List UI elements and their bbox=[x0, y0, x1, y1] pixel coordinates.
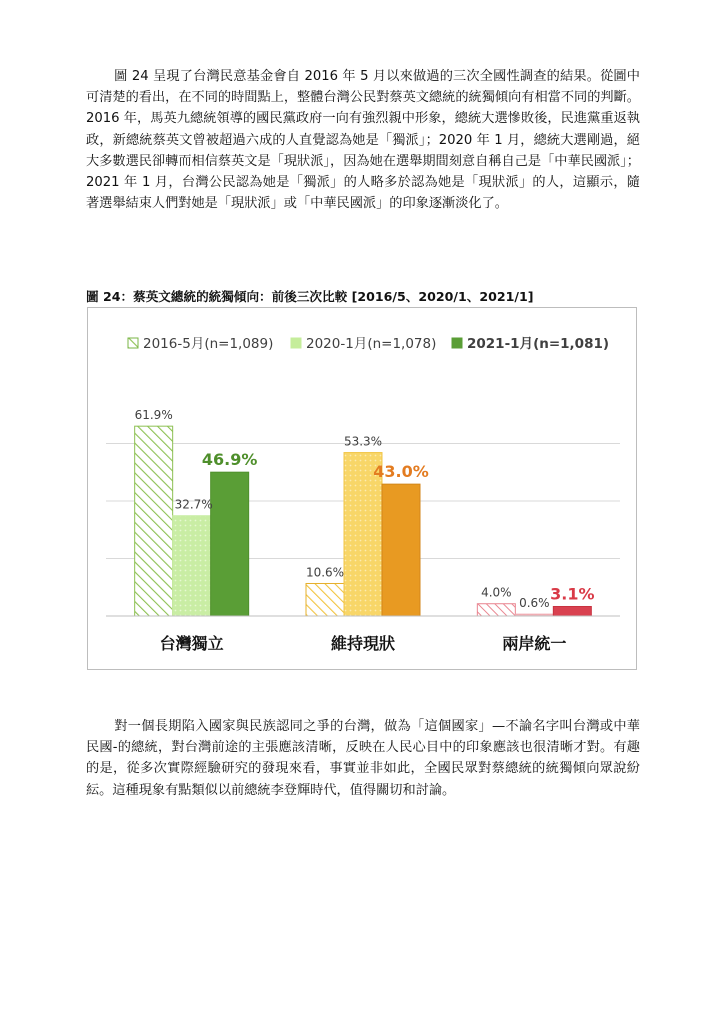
data-label: 3.1% bbox=[550, 584, 595, 604]
data-label: 43.0% bbox=[373, 462, 429, 482]
bar bbox=[382, 484, 420, 616]
bar bbox=[135, 426, 173, 616]
legend-swatch bbox=[128, 338, 138, 348]
data-label: 10.6% bbox=[305, 565, 345, 580]
bar bbox=[211, 472, 249, 616]
data-label: 4.0% bbox=[481, 585, 512, 600]
chart-axis bbox=[106, 616, 620, 653]
bar bbox=[477, 604, 515, 616]
data-label: 53.3% bbox=[343, 434, 383, 449]
bar-chart bbox=[88, 308, 636, 669]
body-paragraph-1 bbox=[86, 66, 640, 214]
bar bbox=[553, 606, 591, 616]
figure-caption: 圖 24：蔡英文總統的統獨傾向：前後三次比較 [2016/5、2020/1、2021/1] bbox=[86, 289, 534, 304]
chart-frame bbox=[87, 307, 637, 670]
category-label: 兩岸統一 bbox=[502, 634, 567, 653]
data-label: 61.9% bbox=[134, 408, 173, 423]
legend-label: 2016-5月(n=1,089) bbox=[143, 336, 274, 352]
legend-swatch bbox=[452, 338, 462, 348]
category-label: 台灣獨立 bbox=[159, 634, 224, 653]
legend-label: 2020-1月(n=1,078) bbox=[306, 336, 437, 352]
category-label: 維持現狀 bbox=[330, 634, 396, 653]
paragraph-2-text: 對一個長期陷入國家與民族認同之爭的台灣，做為「這個國家」—不論名字叫台灣或中華民國-的總統，對台灣前途的主張應該清晰，反映在人民心目中的印象應該也很清晰才對。有趣的是，從多次實際經驗研究的發現來看，事實並非如此，全國民眾對蔡總統的統獨傾向眾說紛紜。這種現象有點類似以前總統李登輝時代，值得關切和討論。 bbox=[86, 719, 640, 798]
legend-swatch bbox=[291, 338, 301, 348]
data-label: 32.7% bbox=[174, 497, 213, 512]
bar bbox=[173, 516, 211, 616]
paragraph-1-text: 圖 24 呈現了台灣民意基金會自 2016 年 5 月以來做過的三次全國性調查的結果。從圖中可清楚的看出，在不同的時間點上，整體台灣公民對蔡英文總統的統獨傾向有相當不同的判斷。2016 年，馬英九總統領導的國民黨政府一向有強烈親中形象，總統大選慘敗後，民進黨重返執政，新總統蔡英文曾被超過六成的人直覺認為她是「獨派」；2020 年 1 月，總統大選剛過，絕大多數選民卻轉而相信蔡英文是「現狀派」，因為她在選舉期間刻意自稱自己是「中華民國派」；2021 年 1 月，台灣公民認為她是「獨派」的人略多於認為她是「現狀派」的人，這顯示，隨著選舉結束人們對她是「現狀派」或「中華民國派」的印象逐漸淡化了。 bbox=[86, 69, 640, 212]
data-label: 0.6% bbox=[519, 596, 550, 611]
body-paragraph-2 bbox=[86, 716, 640, 801]
data-label: 46.9% bbox=[201, 450, 258, 470]
bar bbox=[306, 583, 344, 616]
legend-label: 2021-1月(n=1,081) bbox=[467, 336, 610, 352]
chart-legend bbox=[128, 336, 609, 352]
